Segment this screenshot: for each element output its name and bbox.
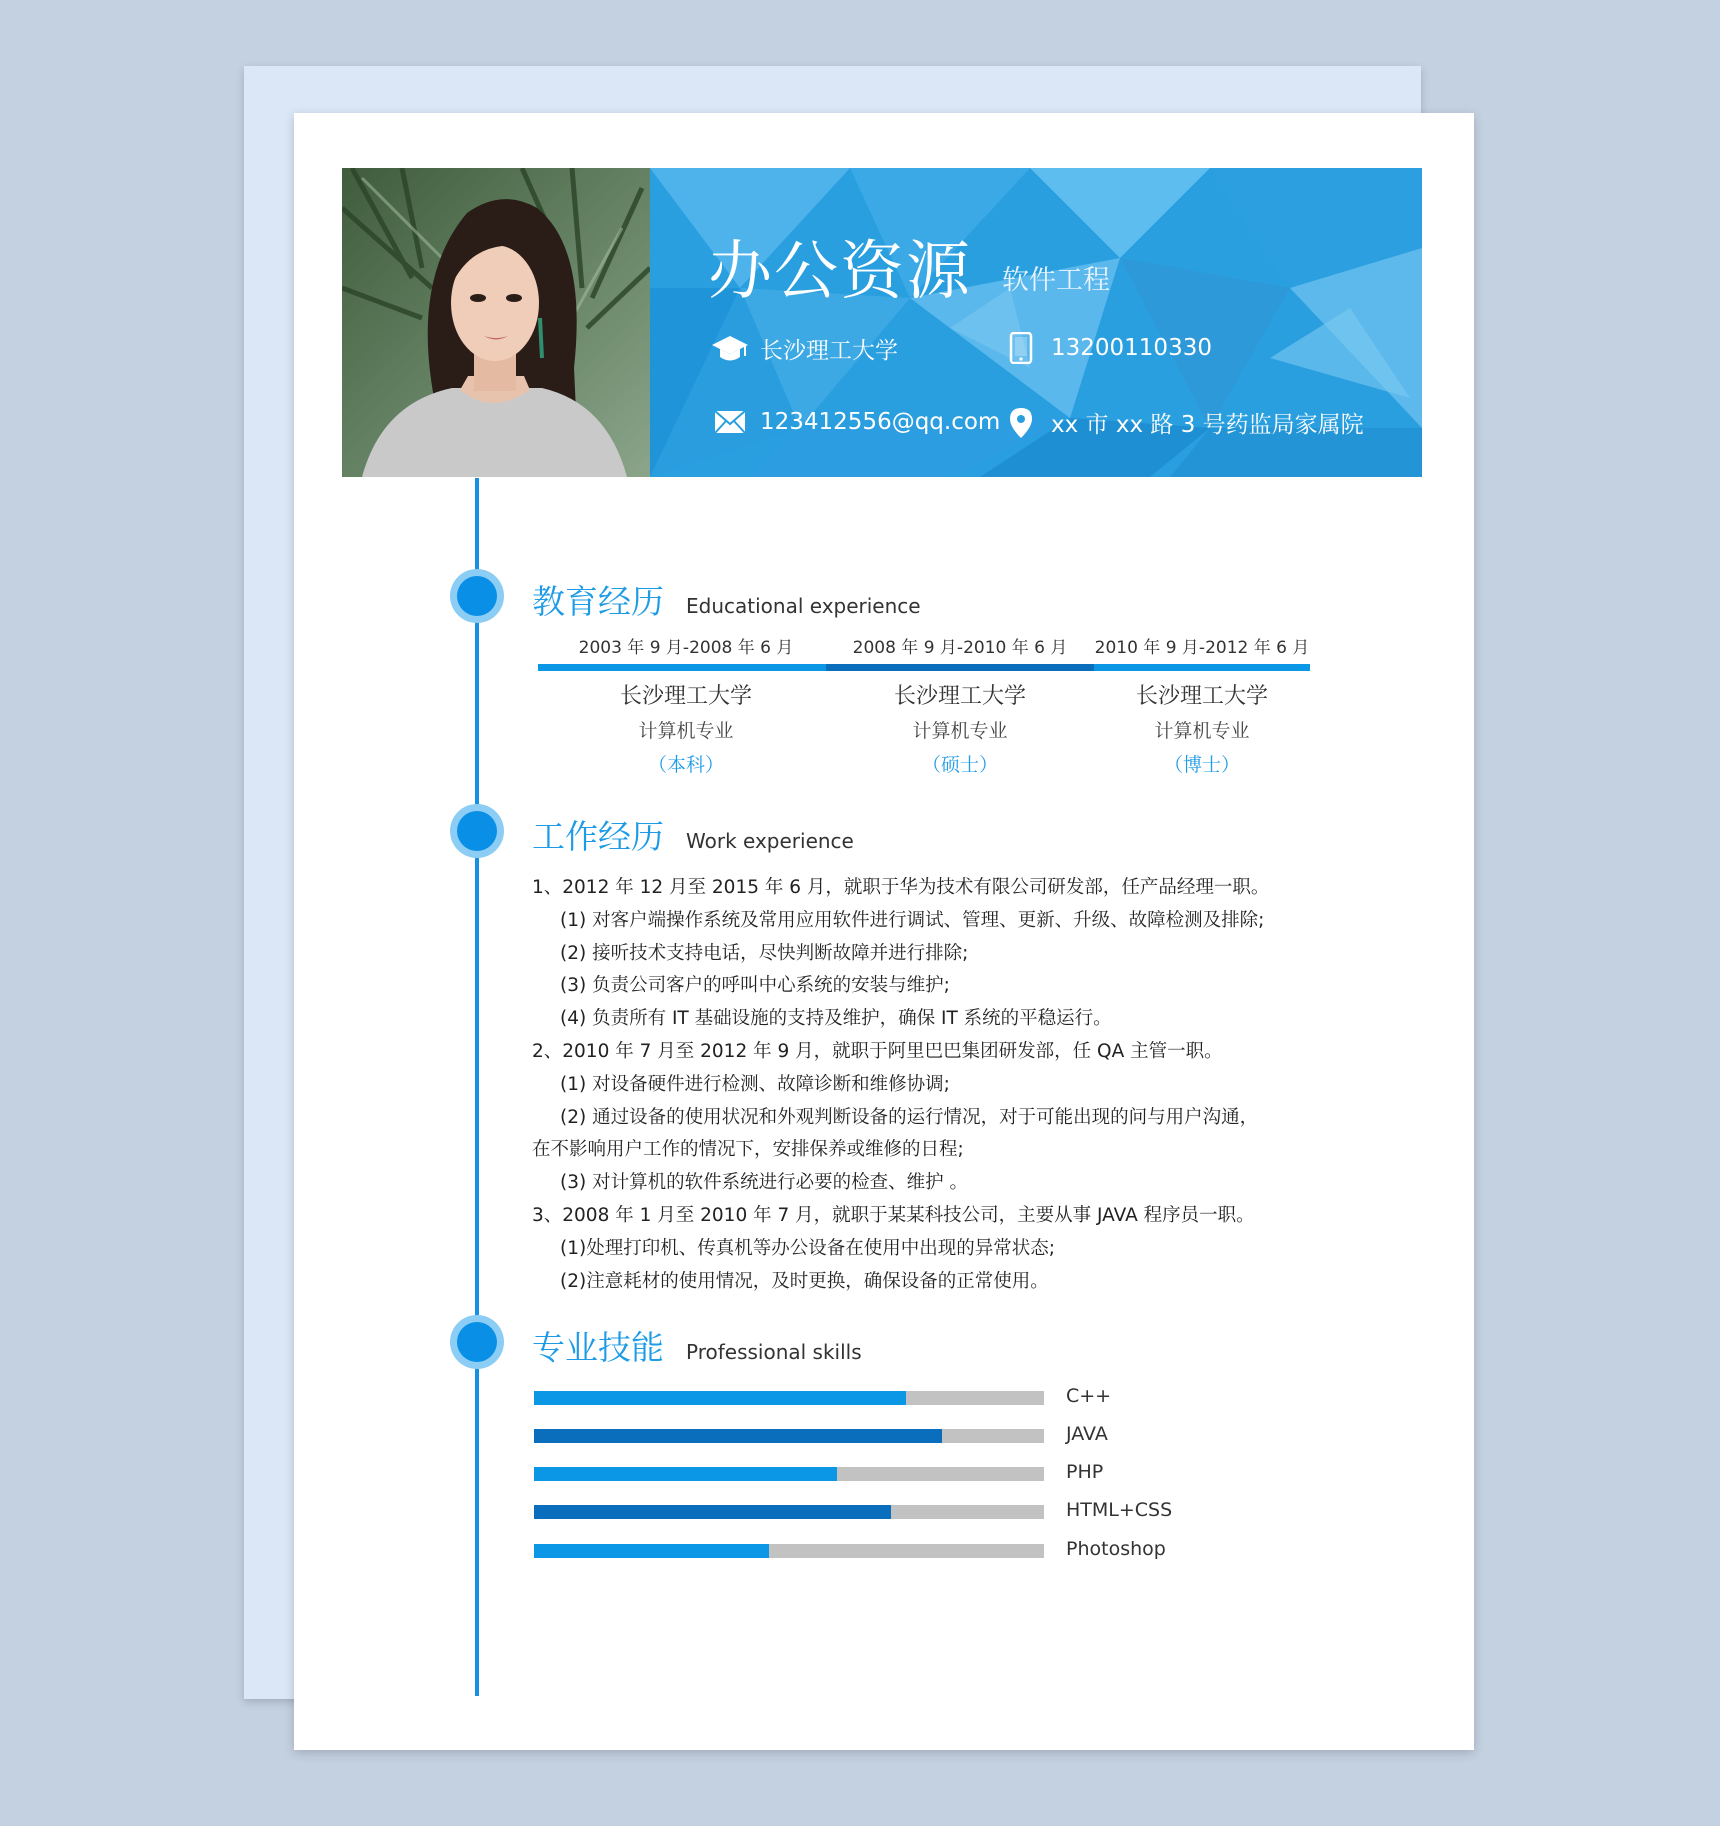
work-line: 1、2012 年 12 月至 2015 年 6 月，就职于华为技术有限公司研发部，任产品经理一职。: [532, 877, 1270, 898]
profile-photo: [342, 168, 650, 477]
graduation-cap-icon: [712, 333, 748, 365]
edu-degree: （本科）: [647, 754, 724, 776]
skill-bar-fill: [534, 1544, 769, 1558]
edu-date-1: 2003 年 9 月-2008 年 6 月: [578, 638, 794, 658]
skills-title-cn: 专业技能: [532, 1328, 664, 1367]
work-line: 在不影响用户工作的情况下，安排保养或维修的日程;: [532, 1139, 964, 1161]
work-line: (2)注意耗材的使用情况，及时更换，确保设备的正常使用。: [560, 1270, 1049, 1292]
work-title: [532, 811, 854, 858]
skill-bar-track: [534, 1391, 1044, 1405]
phone-info: [1003, 332, 1212, 364]
email-info: [712, 406, 1000, 438]
edu-bar-3: [1094, 664, 1310, 671]
education-title-cn: 教育经历: [532, 582, 664, 621]
edu-date-3: 2010 年 9 月-2012 年 6 月: [1094, 638, 1310, 658]
skill-label: JAVA: [1066, 1423, 1108, 1445]
skill-bar-fill: [534, 1505, 891, 1519]
edu-major: 计算机专业: [1154, 720, 1250, 742]
skill-bar-fill: [534, 1467, 837, 1481]
work-line: (1) 对设备硬件进行检测、故障诊断和维修协调;: [560, 1073, 950, 1095]
address-info: [1003, 406, 1364, 439]
skills-marker: [450, 1315, 504, 1369]
work-line: 2、2010 年 7 月至 2012 年 9 月，就职于阿里巴巴集团研发部，任 QA 主管一职。: [532, 1040, 1223, 1062]
header-banner: [650, 168, 1422, 477]
person-name: 办公资源: [708, 235, 972, 309]
skill-bar-track: [534, 1505, 1044, 1519]
edu-degree: （博士）: [1163, 754, 1240, 776]
edu-bar-2: [826, 664, 1094, 671]
skill-bar-fill: [534, 1391, 906, 1405]
work-content: [532, 872, 1292, 1298]
work-line: (1) 对客户端操作系统及常用应用软件进行调试、管理、更新、升级、故障检测及排除;: [560, 909, 1265, 931]
edu-school: 长沙理工大学: [893, 684, 1026, 709]
address-text: xx 市 xx 路 3 号药监局家属院: [1051, 412, 1364, 438]
skill-label: PHP: [1066, 1461, 1104, 1483]
phone-text: 13200110330: [1051, 335, 1212, 361]
work-title-cn: 工作经历: [532, 817, 664, 856]
edu-entry-3: [1094, 680, 1310, 782]
edu-school: 长沙理工大学: [1135, 684, 1268, 709]
edu-major: 计算机专业: [638, 720, 734, 742]
skill-bar-track: [534, 1429, 1044, 1443]
mail-icon: [712, 406, 748, 438]
skills-title-en: Professional skills: [686, 1340, 862, 1364]
edu-date-2: 2008 年 9 月-2010 年 6 月: [852, 638, 1068, 658]
edu-school: 长沙理工大学: [619, 684, 752, 709]
skills-title: [532, 1322, 862, 1369]
skill-bar-track: [534, 1467, 1044, 1481]
location-pin-icon: [1003, 407, 1039, 439]
skill-label: Photoshop: [1066, 1538, 1166, 1560]
school-info: [712, 332, 898, 365]
edu-entry-2: [826, 680, 1094, 782]
work-line: (4) 负责所有 IT 基础设施的支持及维护，确保 IT 系统的平稳运行。: [560, 1008, 1112, 1030]
phone-icon: [1003, 332, 1039, 364]
education-title-en: Educational experience: [686, 594, 921, 618]
timeline-line: [475, 478, 479, 1696]
work-line: 3、2008 年 1 月至 2010 年 7 月，就职于某某科技公司，主要从事 JAVA 程序员一职。: [532, 1204, 1255, 1226]
school-text: 长沙理工大学: [760, 338, 898, 364]
skill-label: HTML+CSS: [1066, 1499, 1173, 1521]
education-title: [532, 576, 921, 623]
work-line: (3) 对计算机的软件系统进行必要的检查、维护 。: [560, 1172, 968, 1194]
edu-major: 计算机专业: [912, 720, 1008, 742]
education-marker: [450, 569, 504, 623]
edu-entry-1: [538, 680, 834, 782]
work-marker: [450, 804, 504, 858]
skill-bar-fill: [534, 1429, 942, 1443]
skill-label: C++: [1066, 1385, 1112, 1407]
work-line: (3) 负责公司客户的呼叫中心系统的安装与维护;: [560, 975, 950, 997]
work-line: (1)处理打印机、传真机等办公设备在使用中出现的异常状态;: [560, 1237, 1055, 1259]
work-title-en: Work experience: [686, 829, 854, 853]
edu-degree: （硕士）: [921, 754, 998, 776]
work-line: (2) 接听技术支持电话，尽快判断故障并进行排除;: [560, 942, 969, 964]
skill-bar-track: [534, 1544, 1044, 1558]
work-line: (2) 通过设备的使用状况和外观判断设备的运行情况，对于可能出现的问与用户沟通，: [560, 1106, 1259, 1128]
edu-bar-1: [538, 664, 826, 671]
major-label: 软件工程: [1002, 265, 1110, 296]
email-text: 123412556@qq.com: [760, 409, 1001, 435]
